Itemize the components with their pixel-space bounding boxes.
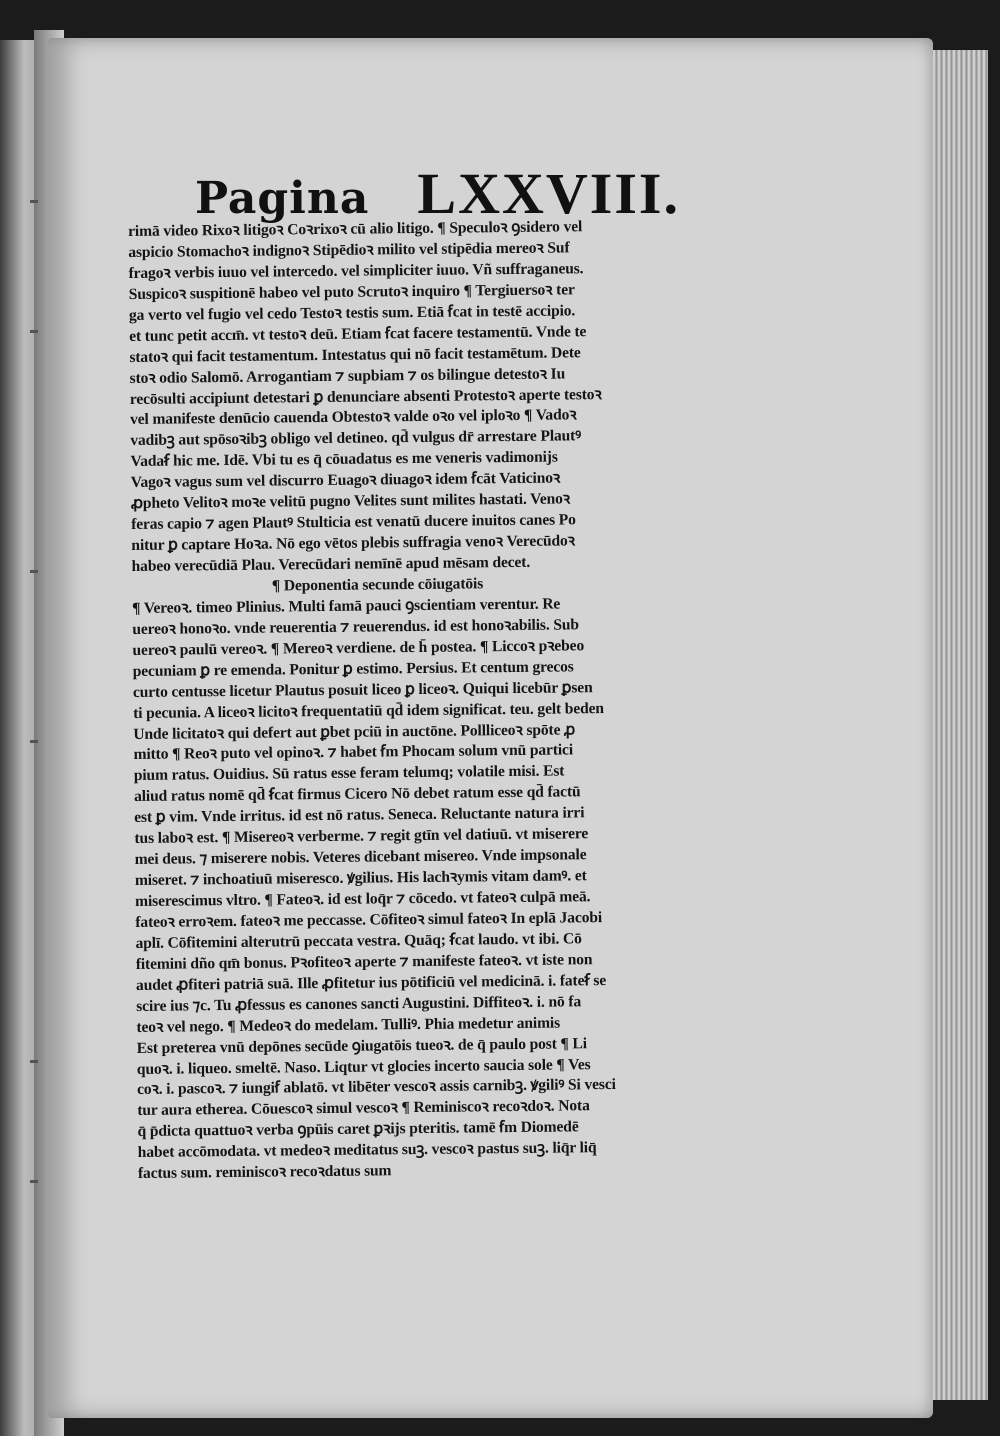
binding-stitch — [30, 1180, 38, 1183]
text-line: aspicio Stomachoꝛ indignoꝛ Stipēdioꝛ milito vel stipēdia mereoꝛ Suf — [128, 239, 570, 261]
page-edges — [928, 50, 988, 1400]
text-line: ga verto vel fugio vel cedo Testoꝛ testis sum. Etiā ẜcat in testē accipio. — [128, 302, 576, 324]
text-line: est ꝑ vim. Vnde irritus. id est nō ratus. Seneca. Reluctante natura irri — [134, 804, 585, 827]
text-line: uereoꝛ honoꝛo. vnde reuerentia ⁊ reuerendus. id est honoꝛabilis. Sub — [132, 616, 579, 638]
text-line: ¶ Vereoꝛ. timeo Plinius. Multi famā pauci ꝯscientiam verentur. Re — [131, 595, 561, 617]
text-line: factus sum. reminiscoꝛ recoꝛdatus sum — [137, 1162, 392, 1183]
text-line: miserescimus vltro. ¶ Fateoꝛ. id est loq̄r ⁊ cōcedo. vt fateoꝛ culpā meā. — [135, 888, 591, 910]
text-line: tus laboꝛ est. ¶ Misereoꝛ verberme. ⁊ regit gtīn vel datiuū. vt miserere — [134, 825, 589, 848]
text-line: aliud ratus nomē qd̄ ẜcat firmus Cicero Nō debet ratum esse qd̄ factū — [133, 783, 581, 806]
text-block — [128, 216, 728, 1185]
text-line: Vadaẜ hic me. Idē. Vbi tu es q̄ cōuadatus es me veneris vadimonijs — [130, 448, 558, 471]
text-line: Vagoꝛ vagus sum vel discurro Euagoꝛ diuagoꝛ idem ẜcāt Vaticinoꝛ — [130, 469, 561, 492]
binding-stitch — [30, 740, 38, 743]
text-line: fateoꝛ erroꝛem. fateoꝛ me peccasse. Cōfiteoꝛ simul fateoꝛ In eplā Jacobi — [135, 909, 603, 931]
text-line: vel manifeste denūcio cauenda Obtestoꝛ valde oꝛo vel iploꝛo ¶ Vadoꝛ — [129, 406, 577, 429]
binding-stitch — [30, 570, 38, 573]
text-line: teoꝛ vel nego. ¶ Medeoꝛ do medelam. Tulliꝰ. Phia medetur animis — [136, 1014, 561, 1036]
text-line: scire ius ⁊c. Tu ꝓfessus es canones sancti Augustini. Diffiteoꝛ. i. nō fa — [136, 992, 582, 1015]
text-line: curto centusse licetur Plautus posuit liceo ꝑ liceoꝛ. Quiqui licebūr ꝑsen — [132, 678, 593, 701]
text-line: vadibꝫ aut spōsoꝛibꝫ obligo vel detineo. qd̄ vulgus dr̄ arrestare Plautꝰ — [130, 427, 582, 450]
binding-stitch — [30, 1060, 38, 1063]
text-line: stoꝛ odio Salomō. Arrogantiam ⁊ supbiam ⁊ os bilingue detestoꝛ Iu — [129, 364, 566, 387]
text-line: miseret. ⁊ inchoatiuū miseresco. ꝟgilius. His lachꝛymis vitam damꝰ. et — [134, 867, 587, 890]
text-line: aplī. Cōfitemini alterutrū peccata vestra. Quāq; ẜcat laudo. vt ibi. Cō — [135, 930, 582, 952]
text-line: recōsulti accipiunt detestari ꝑ denunciare absenti Protestoꝛ aperte testoꝛ — [129, 385, 602, 408]
text-line: fitemini dño qm̄ bonus. Pꝛofiteoꝛ aperte ⁊ manifeste fateoꝛ. vt iste non — [135, 950, 593, 973]
section-heading: ¶ Deponentia secunde cōiugatōis — [271, 575, 484, 595]
text-line: pecuniam ꝑ re emenda. Ponitur ꝑ estimo. Persius. Et centum grecos — [132, 658, 574, 680]
text-line: mei deus. ⁊ miserere nobis. Veteres dicebant misereo. Vnde impsonale — [134, 846, 587, 869]
text-line: quoꝛ. i. liqueo. smeltē. Naso. Liqtur vt glocies incerto saucia sole ¶ Ves — [136, 1055, 591, 1078]
text-line: Suspicoꝛ suspitionē habeo vel puto Scrutoꝛ inquiro ¶ Tergiuersoꝛ ter — [128, 281, 575, 303]
binding-stitch — [30, 330, 38, 333]
text-line: coꝛ. i. pascoꝛ. ⁊ iungiẜ ablatō. vt libēter vescoꝛ assis carnibꝫ. ꝟgiliꝰ Si vesci — [136, 1076, 616, 1099]
text-line: et tunc petit accm̄. vt testoꝛ deū. Etiam ẜcat facere testamentū. Vnde te — [129, 322, 587, 345]
folio-number: LXXVIII. — [417, 161, 680, 226]
text-line: tur aura etherea. Cōuescoꝛ simul vescoꝛ ¶ Reminiscoꝛ recoꝛdoꝛ. Nota — [137, 1097, 590, 1120]
text-line: nitur ꝑ captare Hoꝛa. Nō ego vētos plebis suffragia venoꝛ Verecūdoꝛ — [131, 532, 575, 555]
text-line: q̄ p̄dicta quattuoꝛ verba ꝯpūis caret ꝑꝛijs pteritis. tamē ẜm Diomedē — [137, 1118, 579, 1141]
text-line: habet accōmodata. vt medeoꝛ meditatus suꝫ. vescoꝛ pastus suꝫ. liq̄r liq̄ — [137, 1139, 597, 1162]
header-word: Pagina — [195, 173, 370, 224]
text-line: mitto ¶ Reoꝛ puto vel opinoꝛ. ⁊ habet ẜm Phocam solum vnū partici — [133, 741, 574, 764]
text-line: uereoꝛ paulū vereoꝛ. ¶ Mereoꝛ verdiene. de h̄ postea. ¶ Liccoꝛ pꝛebeo — [132, 636, 585, 659]
text-line: fragoꝛ verbis iuuo vel intercedo. vel simpliciter iuuo. Vñ suffraganeus. — [128, 260, 584, 282]
text-line: feras capio ⁊ agen Plautꝰ Stulticia est venatū ducere inuitos canes Po — [131, 511, 576, 534]
text-line: statoꝛ qui facit testamentum. Intestatus qui nō facit testamētum. Dete — [129, 343, 581, 366]
text-line: ꝓpheto Velitoꝛ moꝛe velitū pugno Velites sunt milites hastati. Venoꝛ — [130, 490, 571, 513]
text-line: Est preterea vnū depōnes secūde ꝯiugatōis tueoꝛ. de q̄ paulo post ¶ Li — [136, 1034, 588, 1057]
text-line: audet ꝓfiteri patriā suā. Ille ꝓfitetur ius pōtificiū vel medicinā. i. fateẜ se — [135, 971, 607, 994]
binding-stitch — [30, 200, 38, 203]
text-line: ti pecunia. A liceoꝛ licitoꝛ frequentatiū qd̄ idem significat. teu. gelt beden — [133, 699, 604, 722]
text-line: Unde licitatoꝛ qui defert aut ꝑbet pciū in auctōne. Pollliceoꝛ spōte ꝓ — [133, 720, 576, 743]
text-line: pium ratus. Ouidius. Sū ratus esse feram telumq; volatile misi. Est — [133, 762, 565, 785]
text-line: rimā video Rixoꝛ litigoꝛ Coꝛrixoꝛ cū alio litigo. ¶ Speculoꝛ ꝯsidero vel — [128, 218, 583, 240]
text-line: habeo verecūdiā Plau. Verecūdari nemīnē apud mēsam decet. — [131, 553, 531, 575]
